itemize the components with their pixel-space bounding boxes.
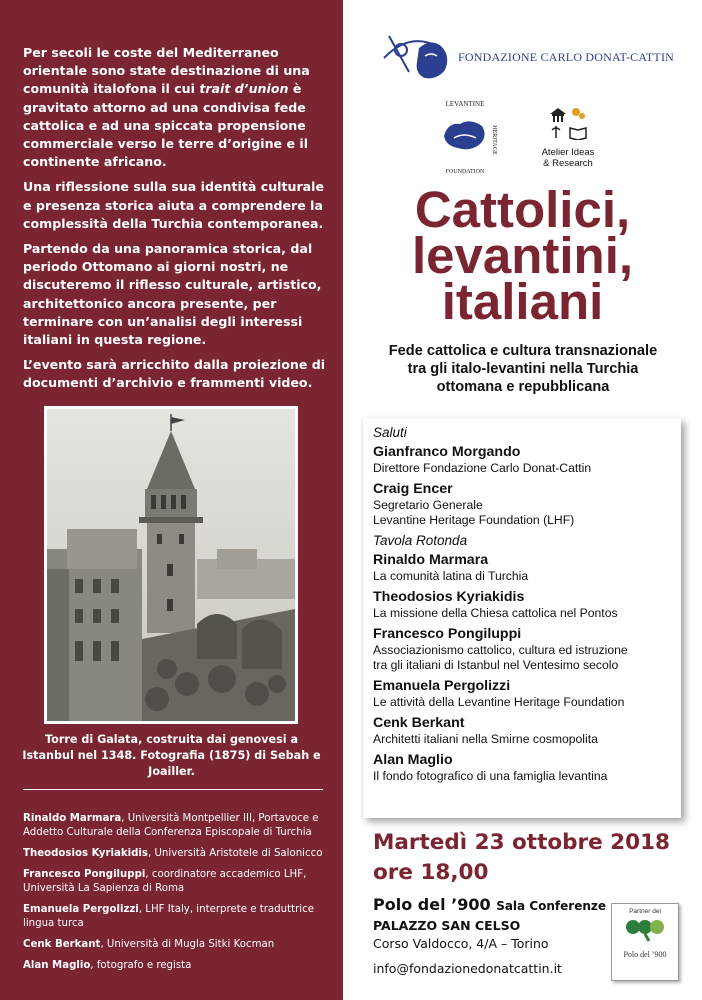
svg-text:FOUNDATION: FOUNDATION [445, 169, 485, 175]
speaker-item: Francesco Pongiluppi Associazionismo cattolico, cultura ed istruzione tra gli italiani di Istanbul nel Ventesimo secolo [373, 626, 628, 672]
partner-badge: Partner del Polo del ’900 [611, 903, 679, 981]
left-panel [0, 0, 343, 1000]
bio-item: Emanuela Pergolizzi, LHF Italy, interprete e traduttrice lingua turca [23, 904, 314, 929]
intro-text [23, 44, 333, 400]
speaker-item: Cenk Berkant Architetti italiani nella Smirne cosmopolita [373, 715, 598, 746]
event-subtitle: Fede cattolica e cultura transnazionale tra gli italo-levantini nella Turchia ottomana e repubblicana [388, 343, 658, 395]
galata-tower-photo [44, 406, 298, 724]
atelier-label: Atelier Ideas & Research [541, 147, 595, 169]
section-tavola-rotonda: Tavola Rotonda [373, 533, 468, 548]
speaker-item: Craig Encer Segretario Generale Levantine Heritage Foundation (LHF) [373, 481, 575, 527]
event-venue [373, 894, 606, 977]
program-box [363, 418, 681, 818]
intro-paragraph-1: Per secoli le coste del Mediterraneo orientale sono state destinazione di una comunità italofona il cui trait d’union è gravitato attorno ad una condivisa fede cattolica e ad una spiccata propensione commerciale verso le terre d’origine e il continente africano. [23, 45, 310, 170]
venue-building: PALAZZO SAN CELSO [373, 918, 521, 933]
levantine-heritage-logo-icon [430, 96, 500, 176]
speaker-item: Emanuela Pergolizzi Le attività della Levantine Heritage Foundation [373, 678, 625, 709]
event-title: Cattolici, levantini, italiani [411, 181, 634, 330]
divider [23, 789, 323, 790]
intro-paragraph-2: Una riflessione sulla sua identità culturale e presenza storica aiuta a comprendere la complessità della Turchia contemporanea. [23, 179, 325, 231]
speaker-item: Gianfranco Morgando Direttore Fondazione Carlo Donat-Cattin [373, 444, 592, 475]
atelier-logo [533, 104, 603, 169]
event-date: Martedì 23 ottobre 2018 [373, 830, 671, 855]
speaker-item: Theodosios Kyriakidis La missione della Chiesa cattolica nel Pontos [373, 589, 618, 620]
venue-address: Corso Valdocco, 4/A – Torino [373, 936, 549, 951]
atelier-icons [548, 104, 588, 140]
foundation-emblem-icon [379, 28, 457, 84]
foundation-name: FONDAZIONE CARLO DONAT-CATTIN [458, 50, 675, 64]
svg-text:HERITAGE: HERITAGE [491, 125, 497, 155]
contact-email[interactable]: info@fondazionedonatcattin.it [373, 961, 562, 976]
bio-item: Rinaldo Marmara, Università Montpellier III, Portavoce e Addetto Culturale della Conferenza Episcopale di Turchia [23, 813, 319, 838]
bio-item: Alan Maglio, fotografo e regista [23, 960, 192, 971]
bio-item: Francesco Pongiluppi, coordinatore accademico LHF, Università La Sapienza di Roma [23, 869, 307, 894]
photo-caption: Torre di Galata, costruita dai genovesi a Istanbul nel 1348. Fotografia (1875) di Sebah e Joailler. [22, 733, 321, 778]
speaker-item: Rinaldo Marmara La comunità latina di Turchia [373, 552, 529, 583]
venue-name: Polo del ’900 Sala Conferenze [373, 895, 606, 914]
svg-text:LEVANTINE: LEVANTINE [445, 100, 485, 108]
section-saluti: Saluti [373, 425, 407, 440]
event-time: ore 18,00 [373, 860, 489, 885]
event-datetime [373, 828, 670, 888]
intro-paragraph-3: Partendo da una panoramica storica, dal periodo Ottomano ai giorni nostri, ne discuteremo il riflesso culturale, artistico, architettonico ancora presente, per terminare con un’analisi degli interessi italiani in questa regione. [23, 241, 322, 348]
polo-900-logo-icon [623, 915, 667, 943]
bio-item: Cenk Berkant, Università di Mugla Sitki Kocman [23, 939, 275, 950]
intro-paragraph-4: L’evento sarà arricchito dalla proiezione di documenti d’archivio e frammenti video. [23, 357, 326, 391]
speaker-item: Alan Maglio Il fondo fotografico di una famiglia levantina [373, 752, 608, 783]
speaker-bios [23, 812, 338, 980]
bio-item: Theodosios Kyriakidis, Università Aristotele di Salonicco [23, 848, 323, 859]
right-panel [343, 0, 702, 1000]
